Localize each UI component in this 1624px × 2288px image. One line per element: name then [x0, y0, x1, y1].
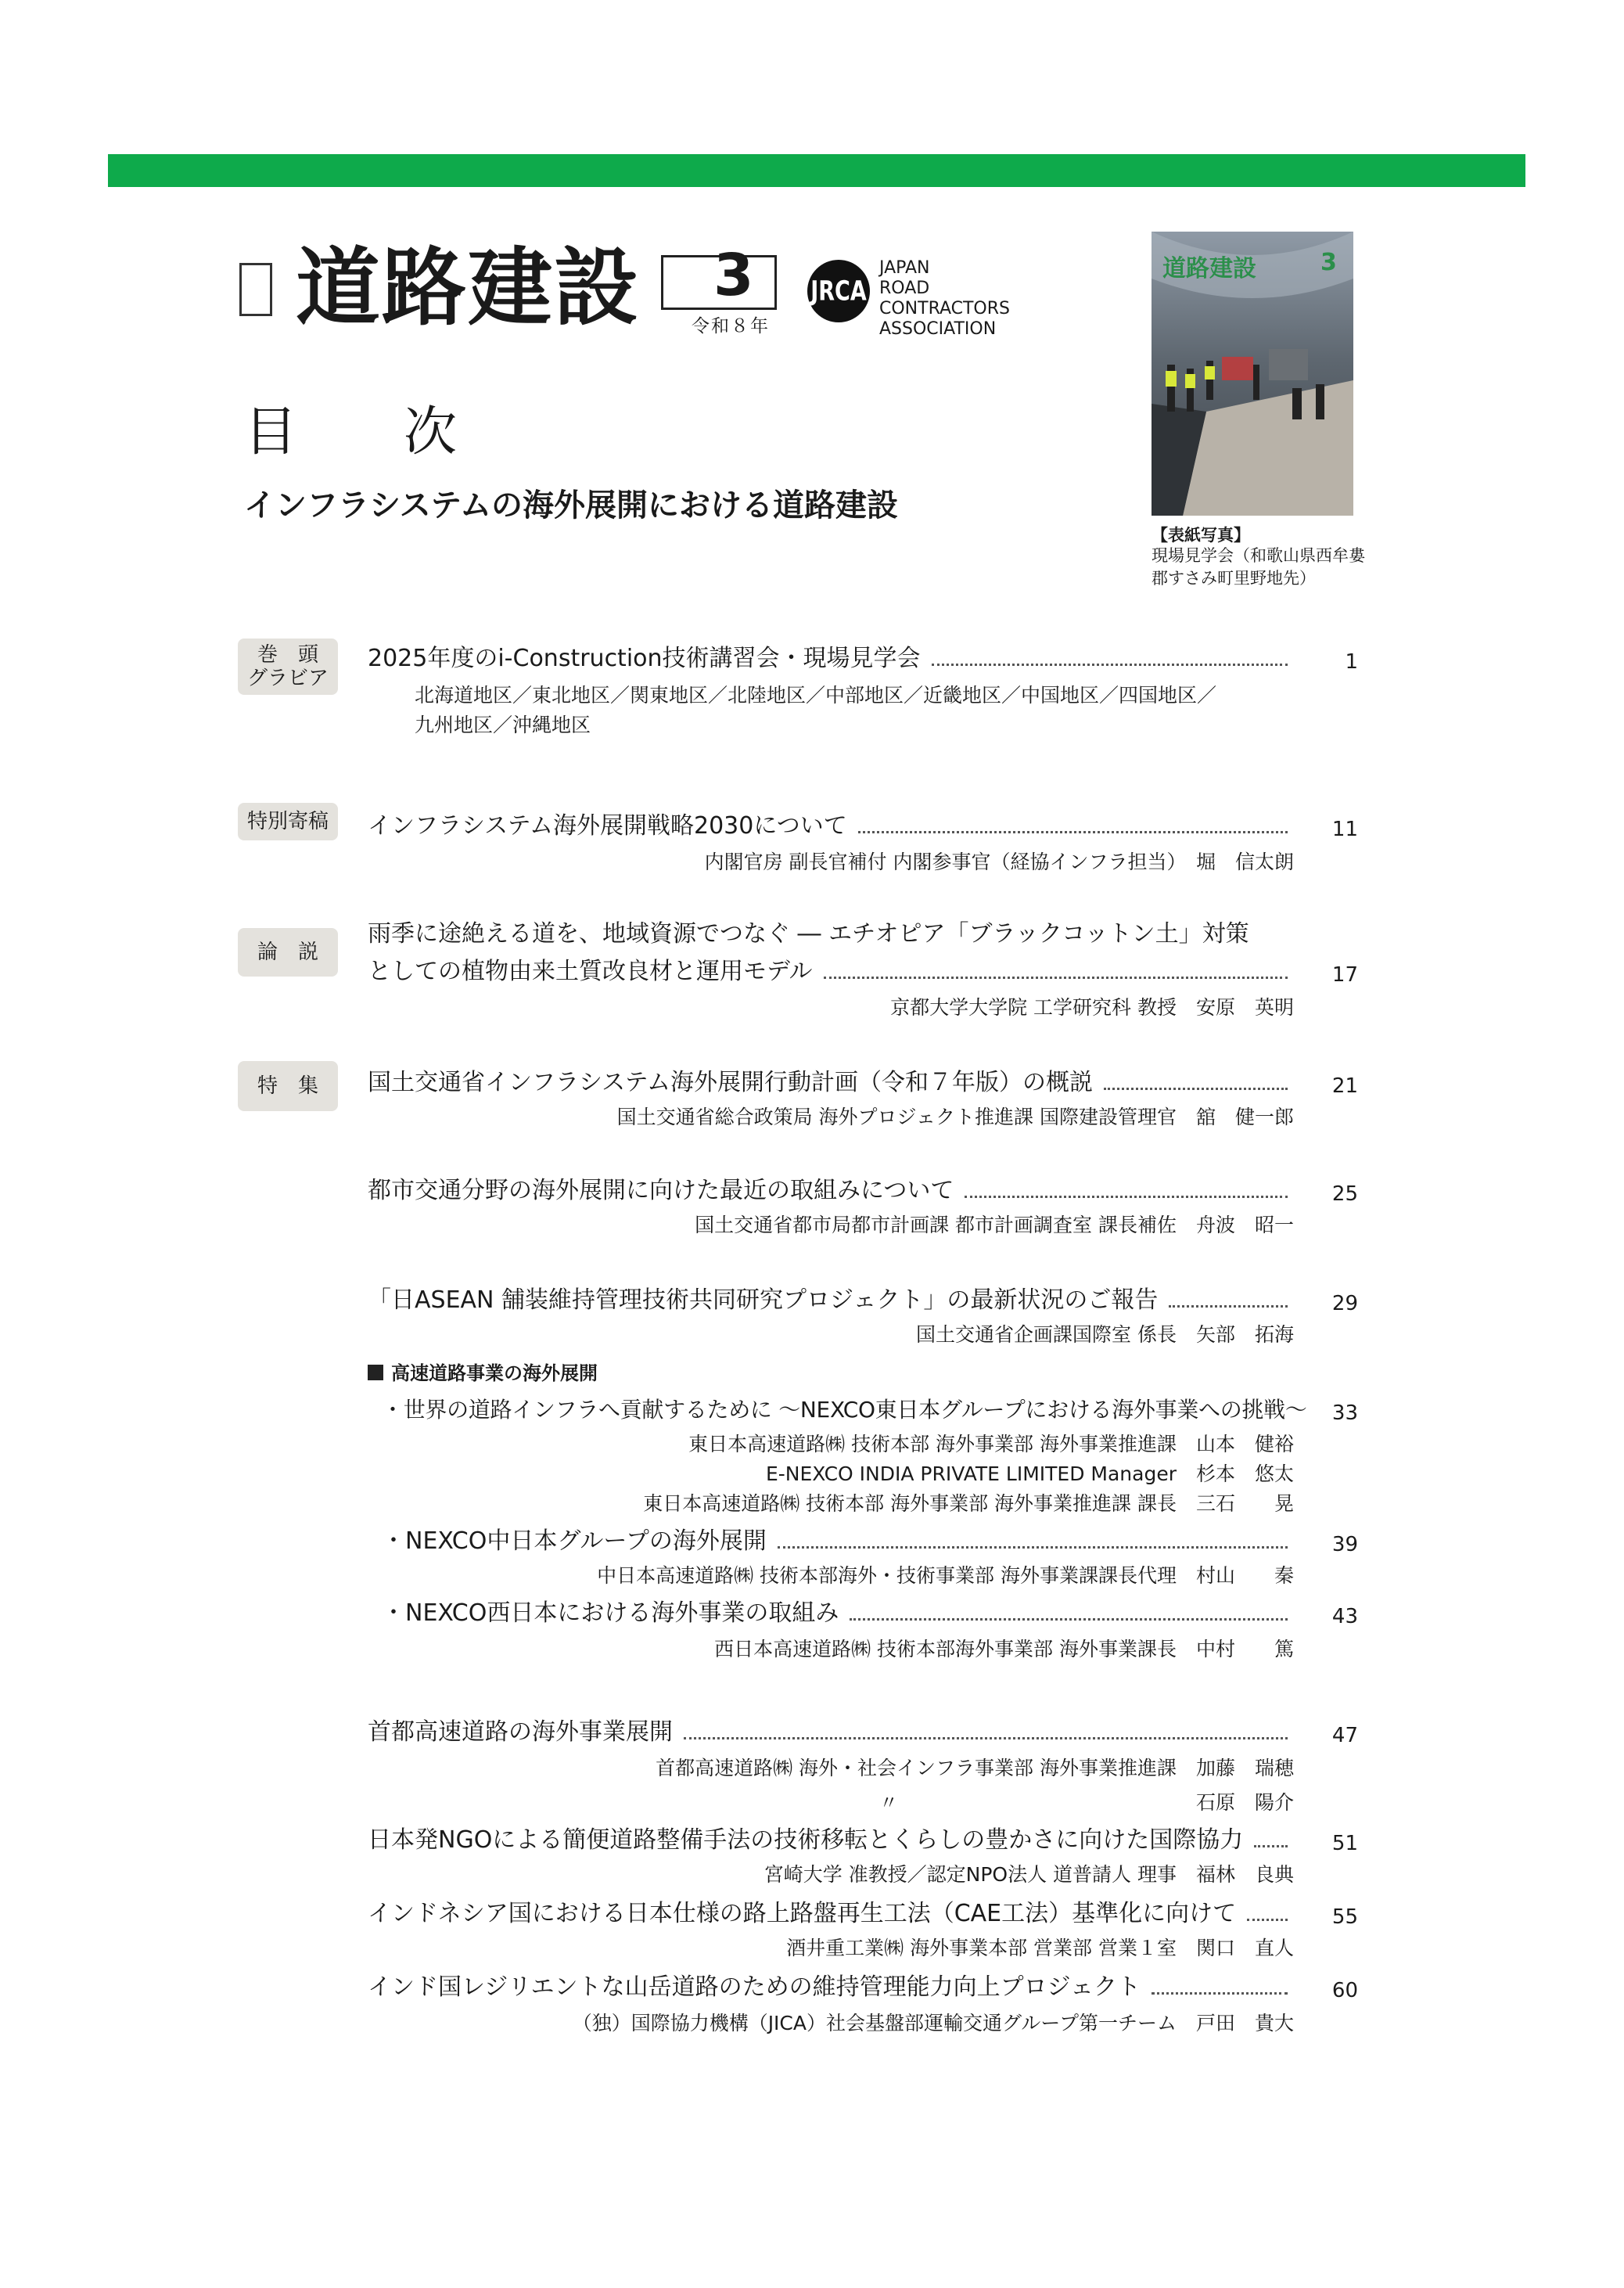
toc-entry[interactable] [368, 1285, 1295, 1316]
page-number: 29 [1331, 1292, 1358, 1315]
toc-entry-author: 中日本高速道路㈱ 技術本部海外・技術事業部 海外事業課課長代理 村山 秦 [597, 1564, 1294, 1587]
toc-entry-title-line1[interactable]: 雨季に途絶える道を、地域資源でつなぐ ― エチオピア「ブラックコットン土」対策 [368, 920, 1249, 948]
cover-issue-number: 3 [1320, 249, 1337, 276]
page-number: 1 [1345, 650, 1358, 674]
toc-entry-author: （独）国際協力機構（JICA）社会基盤部運輸交通グループ第一チーム 戸田 貴大 [572, 2012, 1294, 2034]
issue-number: 3 [713, 242, 754, 309]
ditto-mark: 〃 [879, 1792, 898, 1814]
toc-entry-title: 都市交通分野の海外展開に向けた最近の取組みについて [368, 1177, 954, 1204]
toc-entry[interactable] [368, 811, 1295, 842]
square-bullet-icon [368, 1365, 383, 1380]
toc-entry-title: としての植物由来土質改良材と運用モデル [368, 958, 813, 985]
toc-entry-author: 西日本高速道路㈱ 技術本部海外事業部 海外事業課長 中村 篤 [714, 1638, 1294, 1660]
toc-entry[interactable] [368, 1175, 1295, 1207]
toc-entry-title: インド国レジリエントな山岳道路のための維持管理能力向上プロジェクト [368, 1973, 1141, 2001]
page-number: 43 [1331, 1605, 1358, 1628]
toc-entry[interactable] [382, 1526, 1295, 1557]
page-number: 51 [1331, 1832, 1358, 1855]
toc-entry-author: 内閣官房 副長官補付 内閣参事官（経協インフラ担当） 堀 信太朗 [704, 851, 1294, 873]
toc-entry-author: 首都高速道路㈱ 海外・社会インフラ事業部 海外事業推進課 加藤 瑞穂 [656, 1757, 1294, 1779]
page-number: 55 [1331, 1905, 1358, 1929]
toc-entry-author: 国土交通省企画課国際室 係長 矢部 拓海 [916, 1323, 1294, 1346]
toc-entry[interactable] [382, 1598, 1295, 1629]
leader-dots [1247, 1919, 1288, 1921]
toc-entry-title: ・世界の道路インフラへ貢献するために ～NEXCO東日本グループにおける海外事業への挑戦～ [382, 1397, 1307, 1423]
leader-dots [1169, 1305, 1288, 1308]
section-tag-special: 特別寄稿 [238, 803, 338, 840]
page-number: 21 [1331, 1074, 1358, 1098]
toc-entry-title: 国土交通省インフラシステム海外展開行動計画（令和７年版）の概説 [368, 1069, 1093, 1096]
page-number: 11 [1331, 818, 1358, 841]
toc-entry-title: 日本発NGOによる簡便道路整備手法の技術移転とくらしの豊かさに向けた国際協力 [368, 1826, 1244, 1854]
section-tag-gravure: 巻 頭 グラビア [238, 639, 338, 695]
page-number: 33 [1331, 1401, 1358, 1425]
magazine-title: 道路建設 [296, 239, 641, 337]
leader-dots [1152, 1992, 1288, 1995]
cover-masthead: 道路建設 [1162, 255, 1256, 282]
toc-entry-title: 「日ASEAN 舗装維持管理技術共同研究プロジェクト」の最新状況のご報告 [368, 1286, 1159, 1314]
toc-entry-subtitle: 北海道地区／東北地区／関東地区／北陸地区／中部地区／近畿地区／中国地区／四国地区／ [415, 684, 1217, 707]
toc-entry-title: ・NEXCO中日本グループの海外展開 [382, 1527, 767, 1555]
leader-dots [1254, 1845, 1288, 1847]
toc-entry-author: 酒井重工業㈱ 海外事業本部 営業部 営業１室 関口 直人 [786, 1937, 1294, 1959]
leader-dots [684, 1737, 1288, 1739]
page-number: 47 [1331, 1724, 1358, 1747]
title-frame-box [239, 263, 272, 316]
toc-entry-author: 東日本高速道路㈱ 技術本部 海外事業部 海外事業推進課 課長 三石 晃 [643, 1492, 1294, 1515]
leader-dots [965, 1196, 1288, 1198]
toc-entry[interactable] [368, 1898, 1295, 1930]
leader-dots [1104, 1088, 1288, 1090]
cover-caption: 現場見学会（和歌山県西牟婁郡すさみ町里野地先） [1152, 546, 1365, 588]
toc-entry-author: 宮崎大学 准教授／認定NPO法人 道普請人 理事 福林 良典 [763, 1863, 1294, 1886]
issue-theme: インフラシステムの海外展開における道路建設 [244, 487, 898, 523]
top-green-bar [108, 154, 1525, 187]
page-number: 39 [1331, 1533, 1358, 1556]
toc-entry-title: インフラシステム海外展開戦略2030について [368, 812, 847, 840]
toc-entry[interactable] [368, 1972, 1295, 2003]
page-number: 60 [1331, 1979, 1358, 2002]
toc-entry-title: インドネシア国における日本仕様の路上路盤再生工法（CAE工法）基準化に向けて [368, 1900, 1237, 1927]
toc-entry-author: 東日本高速道路㈱ 技術本部 海外事業部 海外事業推進課 山本 健裕 [688, 1433, 1294, 1455]
section-tag-thesis: 論 説 [238, 928, 338, 977]
leader-dots [932, 664, 1288, 666]
association-name: JAPAN ROAD CONTRACTORS ASSOCIATION [879, 258, 1010, 339]
leader-dots [778, 1546, 1288, 1549]
toc-entry-author: 国土交通省総合政策局 海外プロジェクト推進課 国際建設管理官 舘 健一郎 [616, 1106, 1294, 1128]
toc-entry[interactable] [382, 1394, 1307, 1426]
leader-dots [858, 831, 1288, 833]
leader-dots [850, 1618, 1288, 1621]
toc-entry-author: 京都大学大学院 工学研究科 教授 安原 英明 [890, 996, 1294, 1019]
toc-entry[interactable] [368, 1825, 1295, 1856]
toc-entry[interactable] [368, 1067, 1295, 1099]
issue-era: 令和８年 [692, 316, 770, 336]
page-number: 25 [1331, 1182, 1358, 1206]
toc-heading: 目 次 [244, 401, 484, 463]
subsection-label: 高速道路事業の海外展開 [391, 1362, 598, 1384]
section-tag-feature: 特 集 [238, 1061, 338, 1111]
toc-entry-subtitle: 九州地区／沖縄地区 [415, 714, 591, 736]
toc-entry-author: 石原 陽介 [1195, 1791, 1294, 1814]
toc-entry[interactable] [368, 1717, 1295, 1748]
subsection-heading [368, 1360, 598, 1387]
toc-entry[interactable] [368, 956, 1295, 988]
cover-caption-label: 【表紙写真】 [1152, 526, 1250, 545]
leader-dots [824, 977, 1288, 979]
toc-entry-title: ・NEXCO西日本における海外事業の取組み [382, 1599, 839, 1627]
toc-entry-author: E-NEXCO INDIA PRIVATE LIMITED Manager 杉本 悠太 [765, 1462, 1294, 1485]
jrca-logo-icon [806, 258, 871, 324]
page-number: 17 [1331, 963, 1358, 987]
toc-entry-title: 2025年度のi-Construction技術講習会・現場見学会 [368, 645, 921, 672]
toc-entry[interactable] [368, 643, 1295, 675]
toc-entry-title: 首都高速道路の海外事業展開 [368, 1718, 673, 1746]
jrca-logo-text: JRCA [810, 275, 867, 308]
toc-entry-author: 国土交通省都市局都市計画課 都市計画調査室 課長補佐 舟波 昭一 [695, 1214, 1294, 1236]
